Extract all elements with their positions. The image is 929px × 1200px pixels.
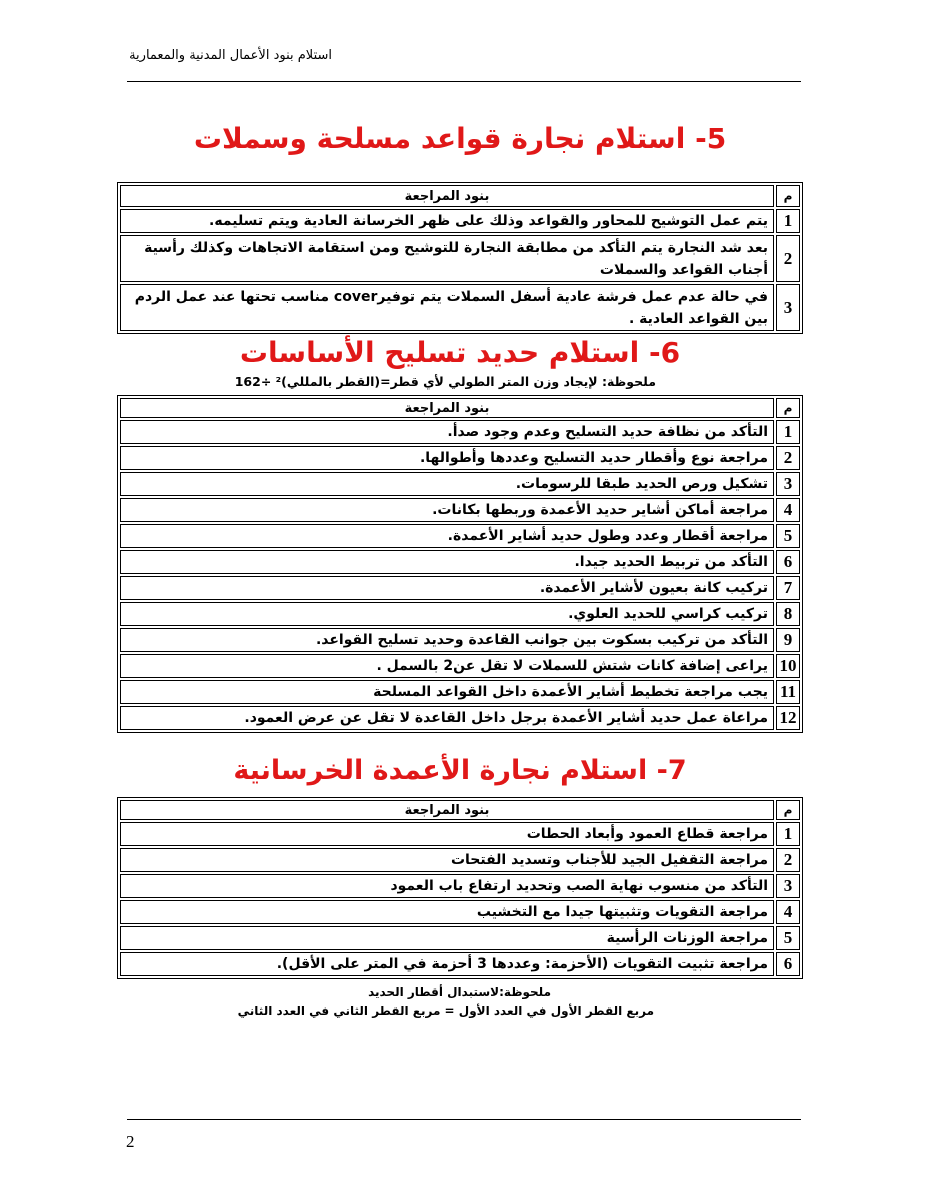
- section-7-note-1: ملحوظة:لاستبدال أقطار الحديد: [368, 985, 551, 999]
- row-text: تشكيل ورص الحديد طبقا للرسومات.: [120, 472, 774, 496]
- section-6-table: [117, 395, 803, 733]
- row-number: 11: [776, 680, 800, 704]
- row-number: 2: [776, 446, 800, 470]
- table-row: [120, 848, 800, 872]
- table-row: [120, 628, 800, 652]
- row-number: 7: [776, 576, 800, 600]
- table-row: [120, 900, 800, 924]
- row-number: 4: [776, 900, 800, 924]
- row-text: مراجعة أماكن أشاير حديد الأعمدة وربطها بكانات.: [120, 498, 774, 522]
- table-row: [120, 472, 800, 496]
- section-6-note: ملحوظة: لإيجاد وزن المتر الطولي لأي قطر=(القطر بالمللي)² ÷162: [234, 374, 656, 389]
- section-7-table: [117, 797, 803, 979]
- row-text: مراجعة التقويات وتثبيتها جيدا مع التخشيب: [120, 900, 774, 924]
- table-row: [120, 602, 800, 626]
- section-5-table: [117, 182, 803, 334]
- row-number: 4: [776, 498, 800, 522]
- row-number: 5: [776, 926, 800, 950]
- row-number: 1: [776, 420, 800, 444]
- col-header-num: م: [776, 800, 800, 820]
- row-text: يتم عمل التوشيح للمحاور والقواعد وذلك على ظهر الخرسانة العادية ويتم تسليمه.: [120, 209, 774, 233]
- row-number: 12: [776, 706, 800, 730]
- table-row: [120, 420, 800, 444]
- row-text: التأكد من منسوب نهاية الصب وتحديد ارتفاع باب العمود: [120, 874, 774, 898]
- table-row: [120, 235, 800, 282]
- row-text: مراجعة قطاع العمود وأبعاد الحطات: [120, 822, 774, 846]
- row-number: 3: [776, 472, 800, 496]
- table-row: [120, 822, 800, 846]
- row-text: تركيب كراسي للحديد العلوي.: [120, 602, 774, 626]
- page-number: 2: [126, 1132, 135, 1151]
- col-header-num: م: [776, 185, 800, 207]
- header-divider: [127, 81, 801, 82]
- row-text: التأكد من نظافة حديد التسليح وعدم وجود صدأ.: [120, 420, 774, 444]
- row-number: 3: [776, 874, 800, 898]
- row-text: بعد شد النجارة يتم التأكد من مطابقة النجارة للتوشيح ومن استقامة الاتجاهات وكذلك رأسية أجناب القواعد والسملات: [120, 235, 774, 282]
- table-row: [120, 209, 800, 233]
- table-row: [120, 550, 800, 574]
- row-number: 2: [776, 848, 800, 872]
- row-number: 6: [776, 550, 800, 574]
- section-6-title: 6- استلام حديد تسليح الأساسات: [239, 336, 681, 369]
- row-number: 1: [776, 209, 800, 233]
- row-number: 3: [776, 284, 800, 331]
- table-row: [120, 446, 800, 470]
- table-row: [120, 498, 800, 522]
- row-text: في حالة عدم عمل فرشة عادية أسفل السملات يتم توفيرcover مناسب تحتها عند عمل الردم بين القواعد العادية .: [120, 284, 774, 331]
- row-text: تركيب كانة بعيون لأشاير الأعمدة.: [120, 576, 774, 600]
- col-header-items: بنود المراجعة: [120, 800, 774, 820]
- row-text: مراجعة تثبيت التقويات (الأحزمة: وعددها 3 أحزمة في المتر على الأقل).: [120, 952, 774, 976]
- row-number: 6: [776, 952, 800, 976]
- table-row: [120, 926, 800, 950]
- row-number: 2: [776, 235, 800, 282]
- table-row: [120, 952, 800, 976]
- row-text: التأكد من تركيب بسكوت بين جوانب القاعدة وحديد تسليح القواعد.: [120, 628, 774, 652]
- row-text: مراجعة أقطار وعدد وطول حديد أشاير الأعمدة.: [120, 524, 774, 548]
- section-7-title: 7- استلام نجارة الأعمدة الخرسانية: [233, 755, 687, 786]
- table-row: [120, 524, 800, 548]
- row-text: يجب مراجعة تخطيط أشاير الأعمدة داخل القواعد المسلحة: [120, 680, 774, 704]
- col-header-items: بنود المراجعة: [120, 185, 774, 207]
- row-number: 9: [776, 628, 800, 652]
- row-text: مراعاة عمل حديد أشاير الأعمدة برجل داخل القاعدة لا تقل عن عرض العمود.: [120, 706, 774, 730]
- row-text: يراعى إضافة كانات شتش للسملات لا تقل عن2 بالسمل .: [120, 654, 774, 678]
- row-text: مراجعة الوزنات الرأسية: [120, 926, 774, 950]
- col-header-num: م: [776, 398, 800, 418]
- row-text: مراجعة نوع وأقطار حديد التسليح وعددها وأطوالها.: [120, 446, 774, 470]
- section-5-title: 5- استلام نجارة قواعد مسلحة وسملات: [193, 122, 727, 155]
- row-number: 5: [776, 524, 800, 548]
- row-number: 10: [776, 654, 800, 678]
- row-text: التأكد من تربيط الحديد جيدا.: [120, 550, 774, 574]
- table-row: [120, 284, 800, 331]
- table-row: [120, 706, 800, 730]
- row-number: 8: [776, 602, 800, 626]
- table-row: [120, 874, 800, 898]
- table-row: [120, 680, 800, 704]
- table-row: [120, 576, 800, 600]
- table-row: [120, 654, 800, 678]
- page-header-title: استلام بنود الأعمال المدنية والمعمارية: [129, 48, 332, 63]
- col-header-items: بنود المراجعة: [120, 398, 774, 418]
- row-number: 1: [776, 822, 800, 846]
- row-text: مراجعة التقفيل الجيد للأجناب وتسديد الفتحات: [120, 848, 774, 872]
- footer-divider: [127, 1119, 801, 1120]
- section-7-note-2: مربع القطر الأول في العدد الأول = مربع القطر الثاني في العدد الثاني: [237, 1004, 654, 1018]
